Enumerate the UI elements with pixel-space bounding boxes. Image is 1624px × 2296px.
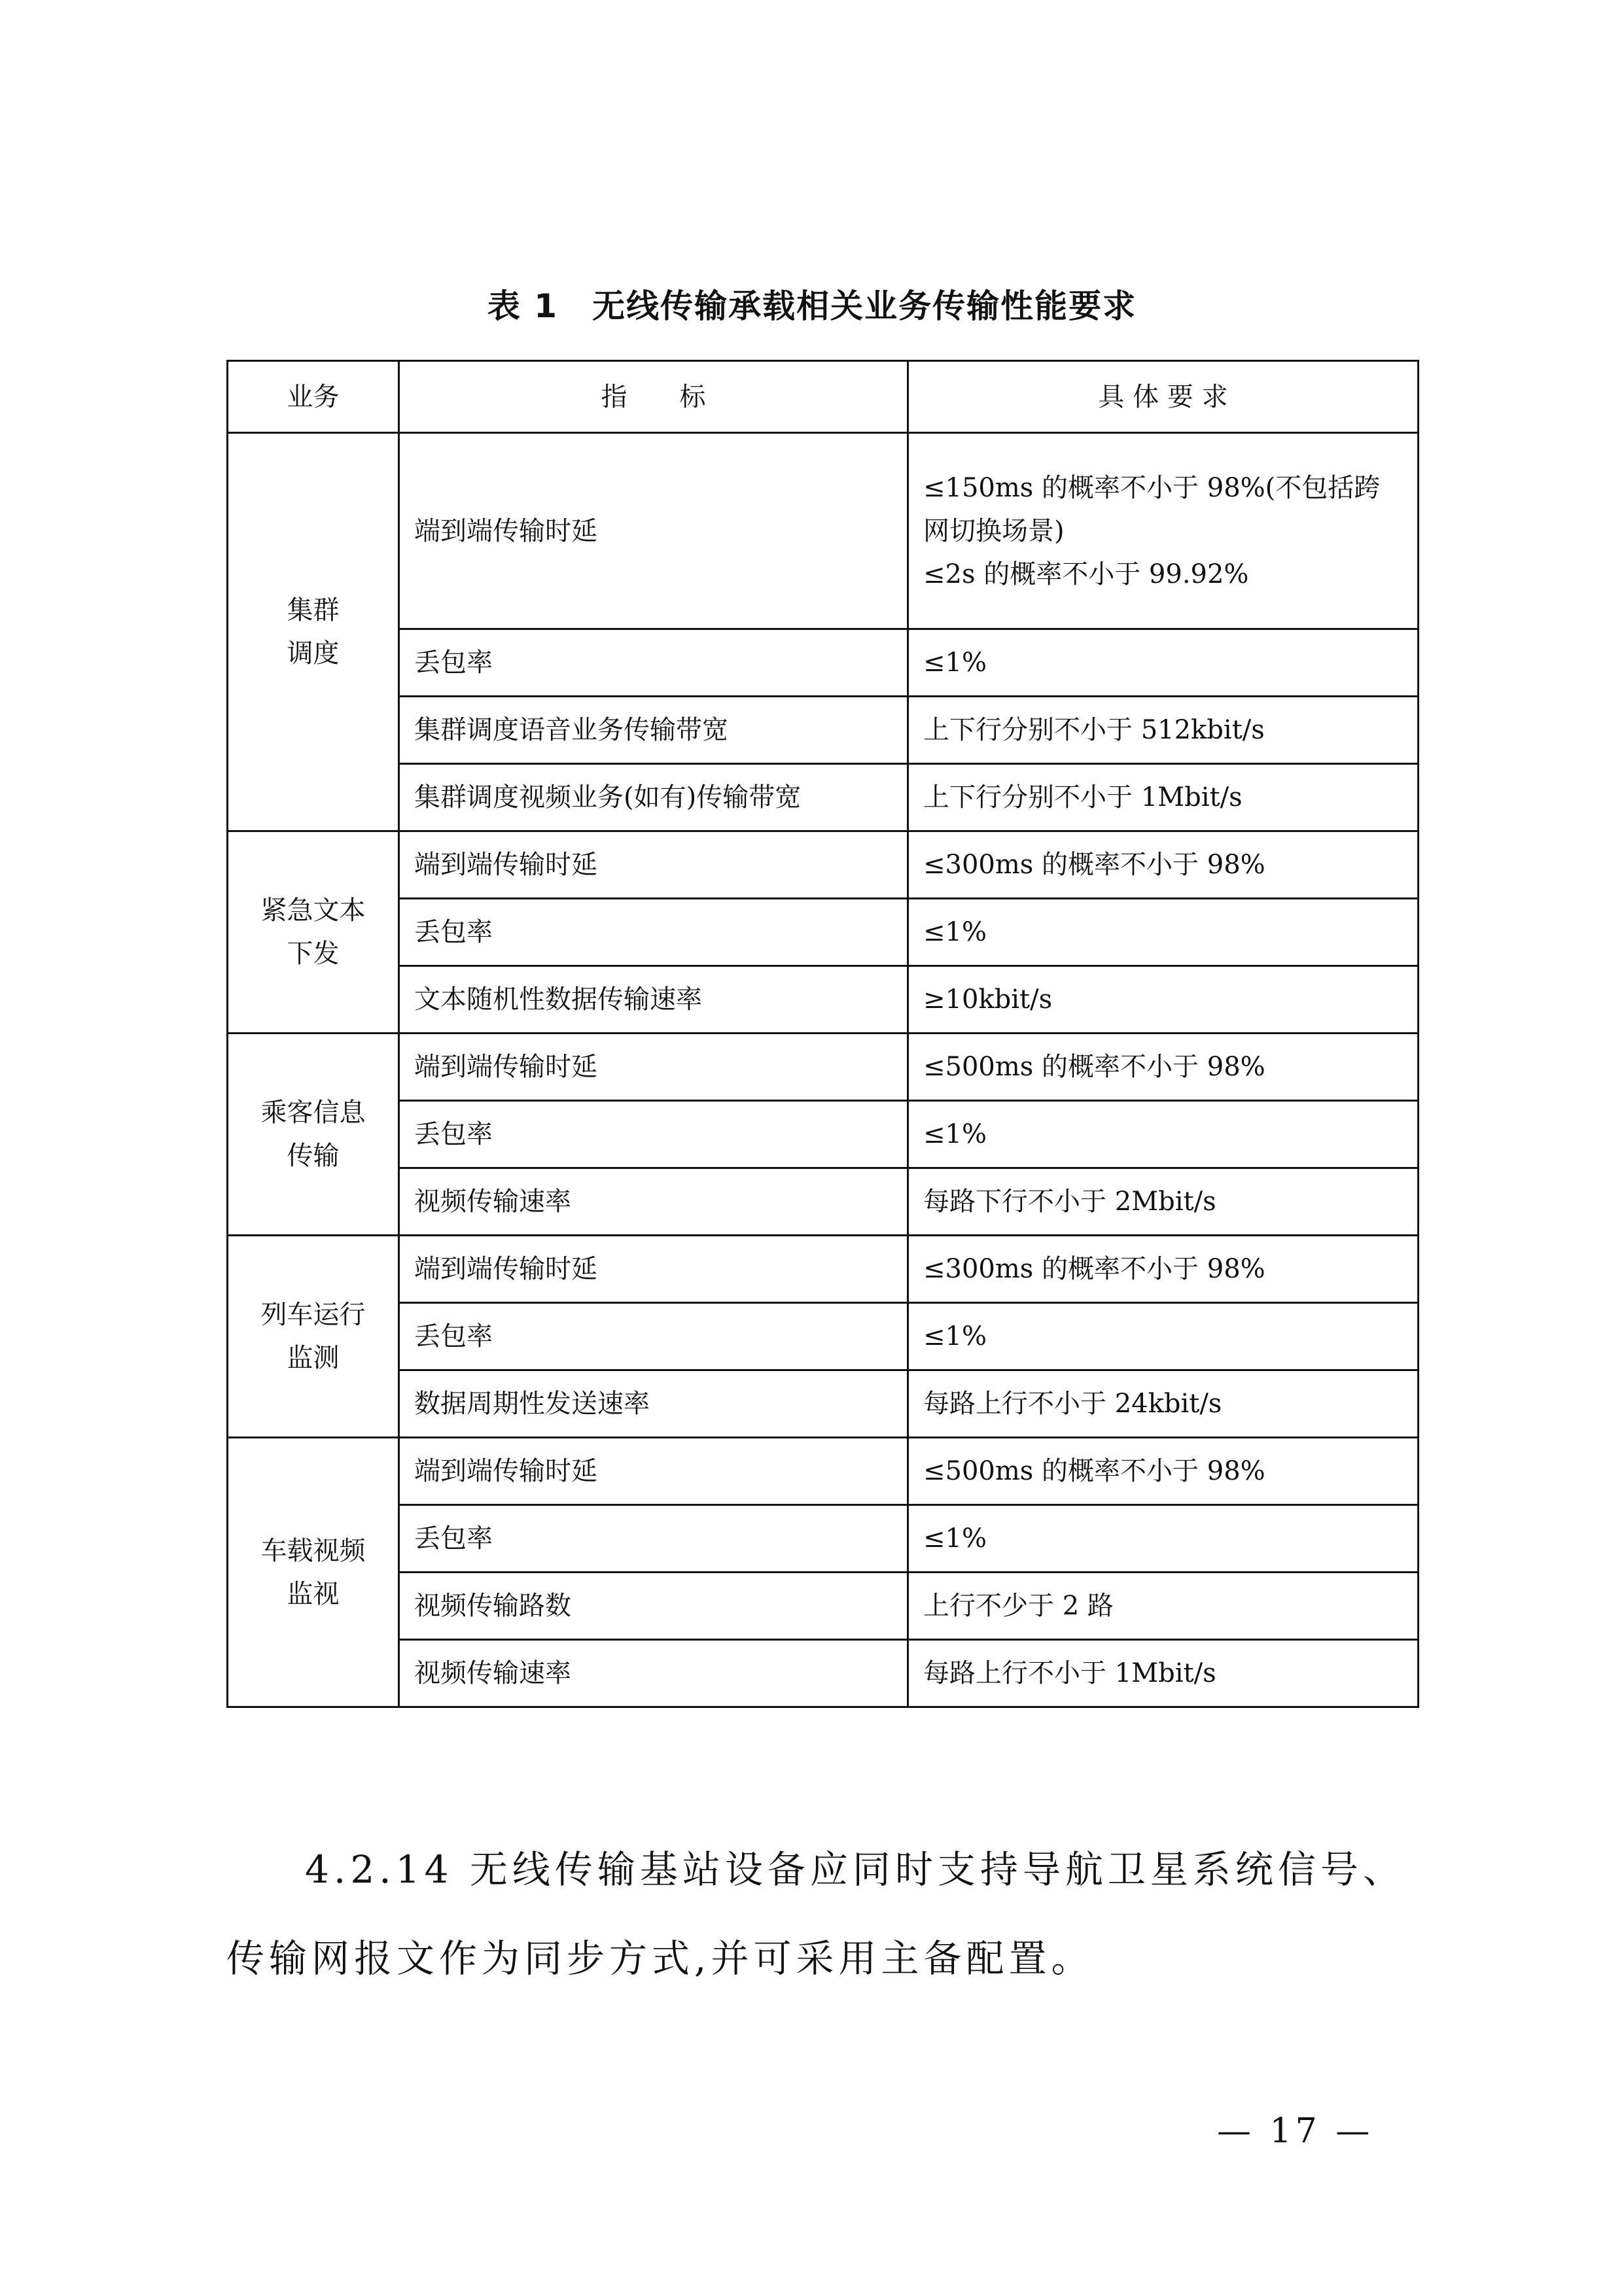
table-row — [228, 1168, 1419, 1236]
table-row — [228, 697, 1419, 764]
table-row — [228, 1303, 1419, 1370]
metric-cell: 端到端传输时延 — [399, 1236, 908, 1303]
requirement-cell: ≤300ms 的概率不小于 98% — [908, 1236, 1419, 1303]
business-cell: 列车运行 监测 — [228, 1236, 399, 1438]
table-row — [228, 1236, 1419, 1303]
page-number: — 17 — — [1217, 2112, 1374, 2151]
requirement-cell: 上行不少于 2 路 — [908, 1573, 1419, 1640]
metric-cell: 文本随机性数据传输速率 — [399, 966, 908, 1034]
requirement-cell: ≤1% — [908, 899, 1419, 966]
requirement-cell: ≤500ms 的概率不小于 98% — [908, 1438, 1419, 1505]
business-cell: 车载视频 监视 — [228, 1438, 399, 1707]
performance-requirements-table — [226, 360, 1419, 1708]
table-row — [228, 1573, 1419, 1640]
business-cell: 集群 调度 — [228, 433, 399, 831]
metric-cell: 丢包率 — [399, 899, 908, 966]
metric-cell: 集群调度语音业务传输带宽 — [399, 697, 908, 764]
table-row — [228, 966, 1419, 1034]
requirement-cell: 上下行分别不小于 1Mbit/s — [908, 764, 1419, 831]
clause-paragraph: 4.2.14 无线传输基站设备应同时支持导航卫星系统信号、传输网报文作为同步方式,并可采用主备配置。 — [226, 1847, 1405, 1981]
requirement-cell: ≤1% — [908, 629, 1419, 697]
metric-cell: 丢包率 — [399, 1101, 908, 1168]
requirement-cell: 每路上行不小于 1Mbit/s — [908, 1640, 1419, 1707]
metric-cell: 视频传输速率 — [399, 1168, 908, 1236]
requirement-cell: 每路上行不小于 24kbit/s — [908, 1370, 1419, 1438]
table-title: 表 1 无线传输承载相关业务传输性能要求 — [487, 287, 1137, 325]
table-header-row — [228, 361, 1419, 433]
metric-cell: 端到端传输时延 — [399, 831, 908, 899]
requirement-cell: ≤500ms 的概率不小于 98% — [908, 1034, 1419, 1101]
table-row — [228, 1101, 1419, 1168]
metric-cell: 视频传输路数 — [399, 1573, 908, 1640]
metric-cell: 丢包率 — [399, 1505, 908, 1573]
metric-cell: 端到端传输时延 — [399, 433, 908, 629]
requirement-cell: ≥10kbit/s — [908, 966, 1419, 1034]
metric-cell: 视频传输速率 — [399, 1640, 908, 1707]
requirement-cell: ≤1% — [908, 1505, 1419, 1573]
requirement-cell: 每路下行不小于 2Mbit/s — [908, 1168, 1419, 1236]
table-row — [228, 629, 1419, 697]
table-row — [228, 433, 1419, 629]
requirement-cell: ≤1% — [908, 1303, 1419, 1370]
requirement-cell: ≤1% — [908, 1101, 1419, 1168]
table-row — [228, 1640, 1419, 1707]
requirement-cell: ≤150ms 的概率不小于 98%(不包括跨网切换场景) ≤2s 的概率不小于 99.92% — [908, 433, 1419, 629]
header-requirement: 具 体 要 求 — [908, 361, 1419, 433]
table-row — [228, 1034, 1419, 1101]
table-row — [228, 1438, 1419, 1505]
table-row — [228, 831, 1419, 899]
metric-cell: 丢包率 — [399, 629, 908, 697]
business-cell: 乘客信息 传输 — [228, 1034, 399, 1236]
table-row — [228, 1370, 1419, 1438]
metric-cell: 集群调度视频业务(如有)传输带宽 — [399, 764, 908, 831]
header-business: 业务 — [228, 361, 399, 433]
metric-cell: 端到端传输时延 — [399, 1034, 908, 1101]
requirement-cell: ≤300ms 的概率不小于 98% — [908, 831, 1419, 899]
header-metric: 指 标 — [399, 361, 908, 433]
metric-cell: 数据周期性发送速率 — [399, 1370, 908, 1438]
table-row — [228, 899, 1419, 966]
metric-cell: 端到端传输时延 — [399, 1438, 908, 1505]
table-row — [228, 1505, 1419, 1573]
table-row — [228, 764, 1419, 831]
metric-cell: 丢包率 — [399, 1303, 908, 1370]
requirement-cell: 上下行分别不小于 512kbit/s — [908, 697, 1419, 764]
business-cell: 紧急文本 下发 — [228, 831, 399, 1034]
